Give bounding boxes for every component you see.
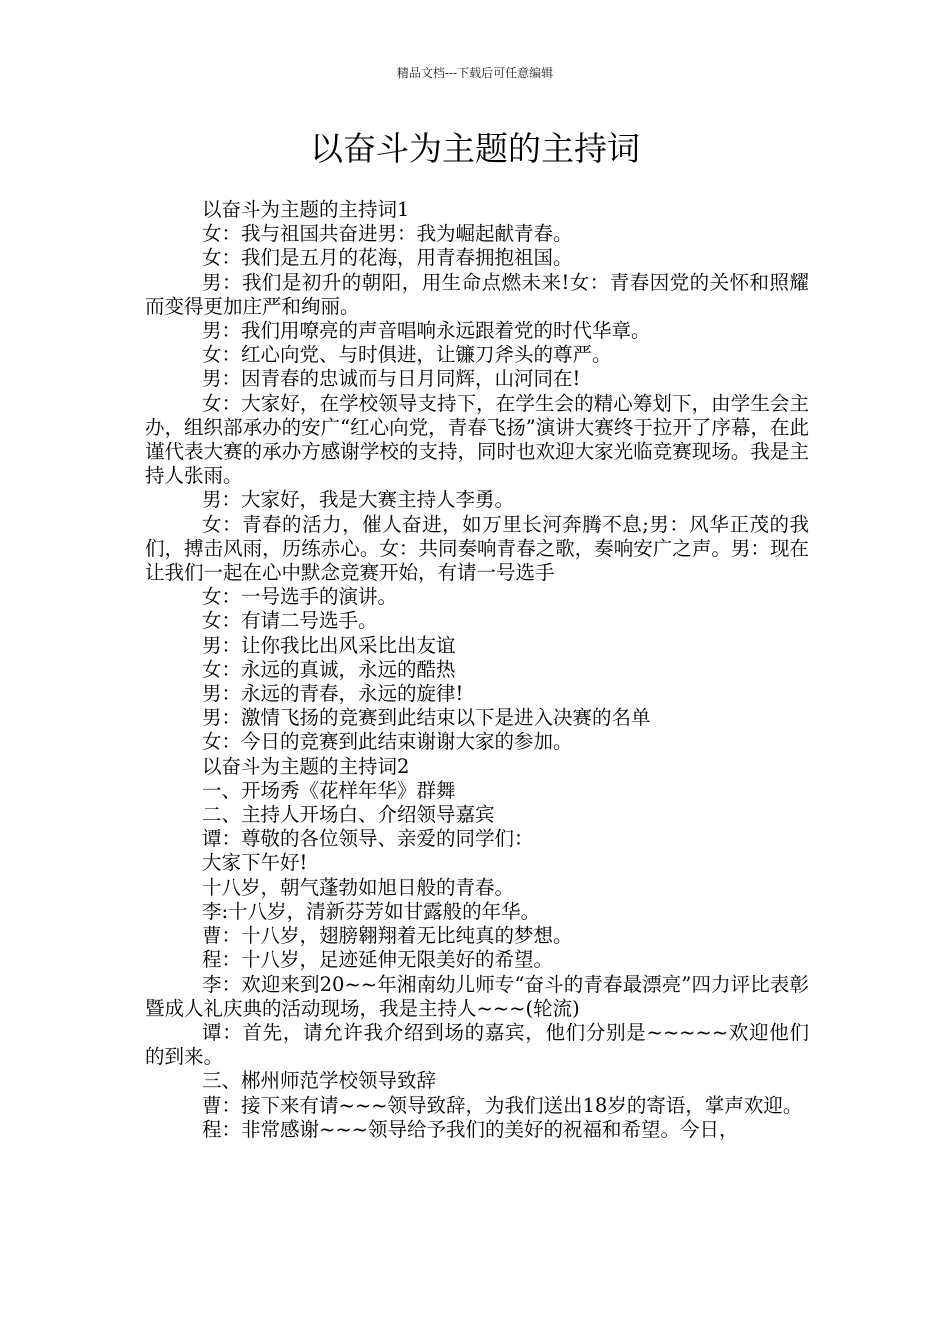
- document-body: [145, 198, 809, 1142]
- paragraph: 女：红心向党、与时俱进，让镰刀斧头的尊严。: [202, 343, 612, 367]
- paragraph: 一、开场秀《花样年华》群舞: [202, 778, 456, 802]
- paragraph: 男：激情飞扬的竞赛到此结束以下是进入决赛的名单: [202, 706, 651, 730]
- section-heading: 以奋斗为主题的主持词2: [202, 754, 410, 778]
- paragraph: 十八岁，朝气蓬勃如旭日般的青春。: [202, 875, 515, 899]
- paragraph: 程：十八岁，足迹延伸无限美好的希望。: [202, 948, 554, 972]
- paragraph: 女：永远的真诚，永远的酷热: [202, 657, 456, 681]
- paragraph: 女：有请二号选手。: [202, 609, 378, 633]
- paragraph: 男：我们是初升的朝阳，用生命点燃未来!女：青春因党的关怀和照耀而变得更加庄严和绚丽。: [145, 270, 809, 318]
- paragraph: 女：我与祖国共奋进男：我为崛起献青春。: [202, 222, 573, 246]
- paragraph: 男：让你我比出风采比出友谊: [202, 633, 456, 657]
- paragraph: 曹：十八岁，翅膀翱翔着无比纯真的梦想。: [202, 924, 573, 948]
- paragraph: 三、郴州师范学校领导致辞: [202, 1069, 437, 1093]
- paragraph: 二、主持人开场白、介绍领导嘉宾: [202, 803, 495, 827]
- paragraph: 以奋斗为主题的主持词1: [202, 198, 410, 221]
- paragraph: 男：我们用嘹亮的声音唱响永远跟着党的时代华章。: [202, 319, 651, 343]
- paragraph: 女：青春的活力，催人奋进，如万里长河奔腾不息;男：风华正茂的我们，搏击风雨，历练赤心。女：共同奏响青春之歌，奏响安广之声。男：现在让我们一起在心中默念竞赛开始，有请一号选手: [145, 512, 809, 585]
- paragraph: 谭：尊敬的各位领导、亲爱的同学们：: [202, 827, 534, 851]
- paragraph: 程：非常感谢~~~领导给予我们的美好的祝福和希望。今日，: [202, 1117, 739, 1141]
- paragraph: 李:十八岁，清新芬芳如甘露般的年华。: [202, 899, 541, 923]
- paragraph: 谭：首先，请允许我介绍到场的嘉宾，他们分别是~~~~~欢迎他们的到来。: [145, 1020, 809, 1069]
- paragraph: 大家下午好!: [202, 851, 308, 875]
- paragraph: 女：今日的竞赛到此结束谢谢大家的参加。: [202, 730, 573, 754]
- paragraph: 女：一号选手的演讲。: [202, 585, 398, 609]
- paragraph: 男：永远的青春，永远的旋律!: [202, 682, 464, 706]
- paragraph: 曹：接下来有请~~~领导致辞，为我们送出18岁的寄语，掌声欢迎。: [202, 1093, 803, 1117]
- header-note: 精品文档---下载后可任意编辑: [396, 66, 554, 80]
- paragraph: 李：欢迎来到20~~年湘南幼儿师专“奋斗的青春最漂亮”四力评比表彰暨成人礼庆典的活动现场，我是主持人~~~(轮流): [145, 972, 809, 1020]
- paragraph: 男：大家好，我是大赛主持人李勇。: [202, 488, 515, 512]
- document-title: 以奋斗为主题的主持词: [310, 129, 640, 168]
- paragraph: 女：大家好，在学校领导支持下，在学生会的精心筹划下，由学生会主办，组织部承办的安广“红心向党，青春飞扬”演讲大赛终于拉开了序幕，在此谨代表大赛的承办方感谢学校的支持，同时也欢迎大家光临竞赛现场。我是主持人张雨。: [145, 391, 809, 488]
- paragraph: 男：因青春的忠诚而与日月同辉，山河同在!: [202, 367, 581, 391]
- paragraph: 女：我们是五月的花海，用青春拥抱祖国。: [202, 246, 573, 270]
